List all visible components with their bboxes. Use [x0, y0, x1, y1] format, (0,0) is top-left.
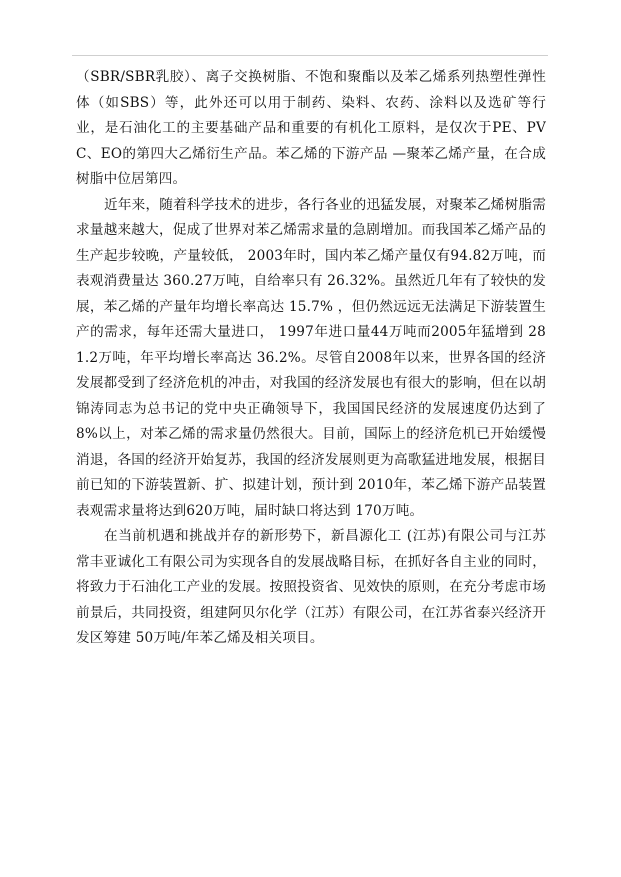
header-rule [72, 55, 548, 56]
paragraph-2: 近年来，随着科学技术的进步，各行各业的迅猛发展，对聚苯乙烯树脂需求量越来越大，促成了世界对苯乙烯需求量的急剧增加。而我国苯乙烯产品的生产起步较晚，产量较低， 2003年时，国内苯乙烯产量仅有94.82万吨，而表观消费量达 360.27万吨，自给率只有 26.32%。虽然近几年有了较快的发展，苯乙烯的产量年均增长率高达 15.7% ，但仍然远远无法满足下游装置生产的需求，每年还需大量进口， 1997年进口量44万吨而2005年猛增到 281.2万吨，年平均增长率高达 36.2%。尽管自2008年以来，世界各国的经济发展都受到了经济危机的冲击，对我国的经济发展也有很大的影响，但在以胡锦涛同志为总书记的党中央正确领导下，我国国民经济的发展速度仍达到了 8%以上，对苯乙烯的需求量仍然很大。目前，国际上的经济危机已开始缓慢消退，各国的经济开始复苏，我国的经济发展则更为高歌猛进地发展，根据目前已知的下游装置新、扩、拟建计划，预计到 2010年，苯乙烯下游产品装置表观需求量将达到620万吨，届时缺口将达到 170万吨。 [76, 196, 546, 519]
paragraph-3: 在当前机遇和挑战并存的新形势下，新昌源化工 (江苏)有限公司与江苏常丰亚诚化工有限公司为实现各自的发展战略目标，在抓好各自主业的同时，将致力于石油化工产业的发展。按照投资省、见效快的原则，在充分考虑市场前景后，共同投资，组建阿贝尔化学（江苏）有限公司，在江苏省泰兴经济开发区筹建 50万吨/年苯乙烯及相关项目。 [76, 528, 546, 646]
paragraph-1: （SBR/SBR乳胶）、离子交换树脂、不饱和聚酯以及苯乙烯系列热塑性弹性体（如SBS）等，此外还可以用于制药、染料、农药、涂料以及选矿等行业，是石油化工的主要基础产品和重要的有机化工原料，是仅次于PE、PVC、EO的第四大乙烯衍生产品。苯乙烯的下游产品 —聚苯乙烯产量，在合成树脂中位居第四。 [76, 69, 546, 187]
document-body [76, 65, 546, 652]
